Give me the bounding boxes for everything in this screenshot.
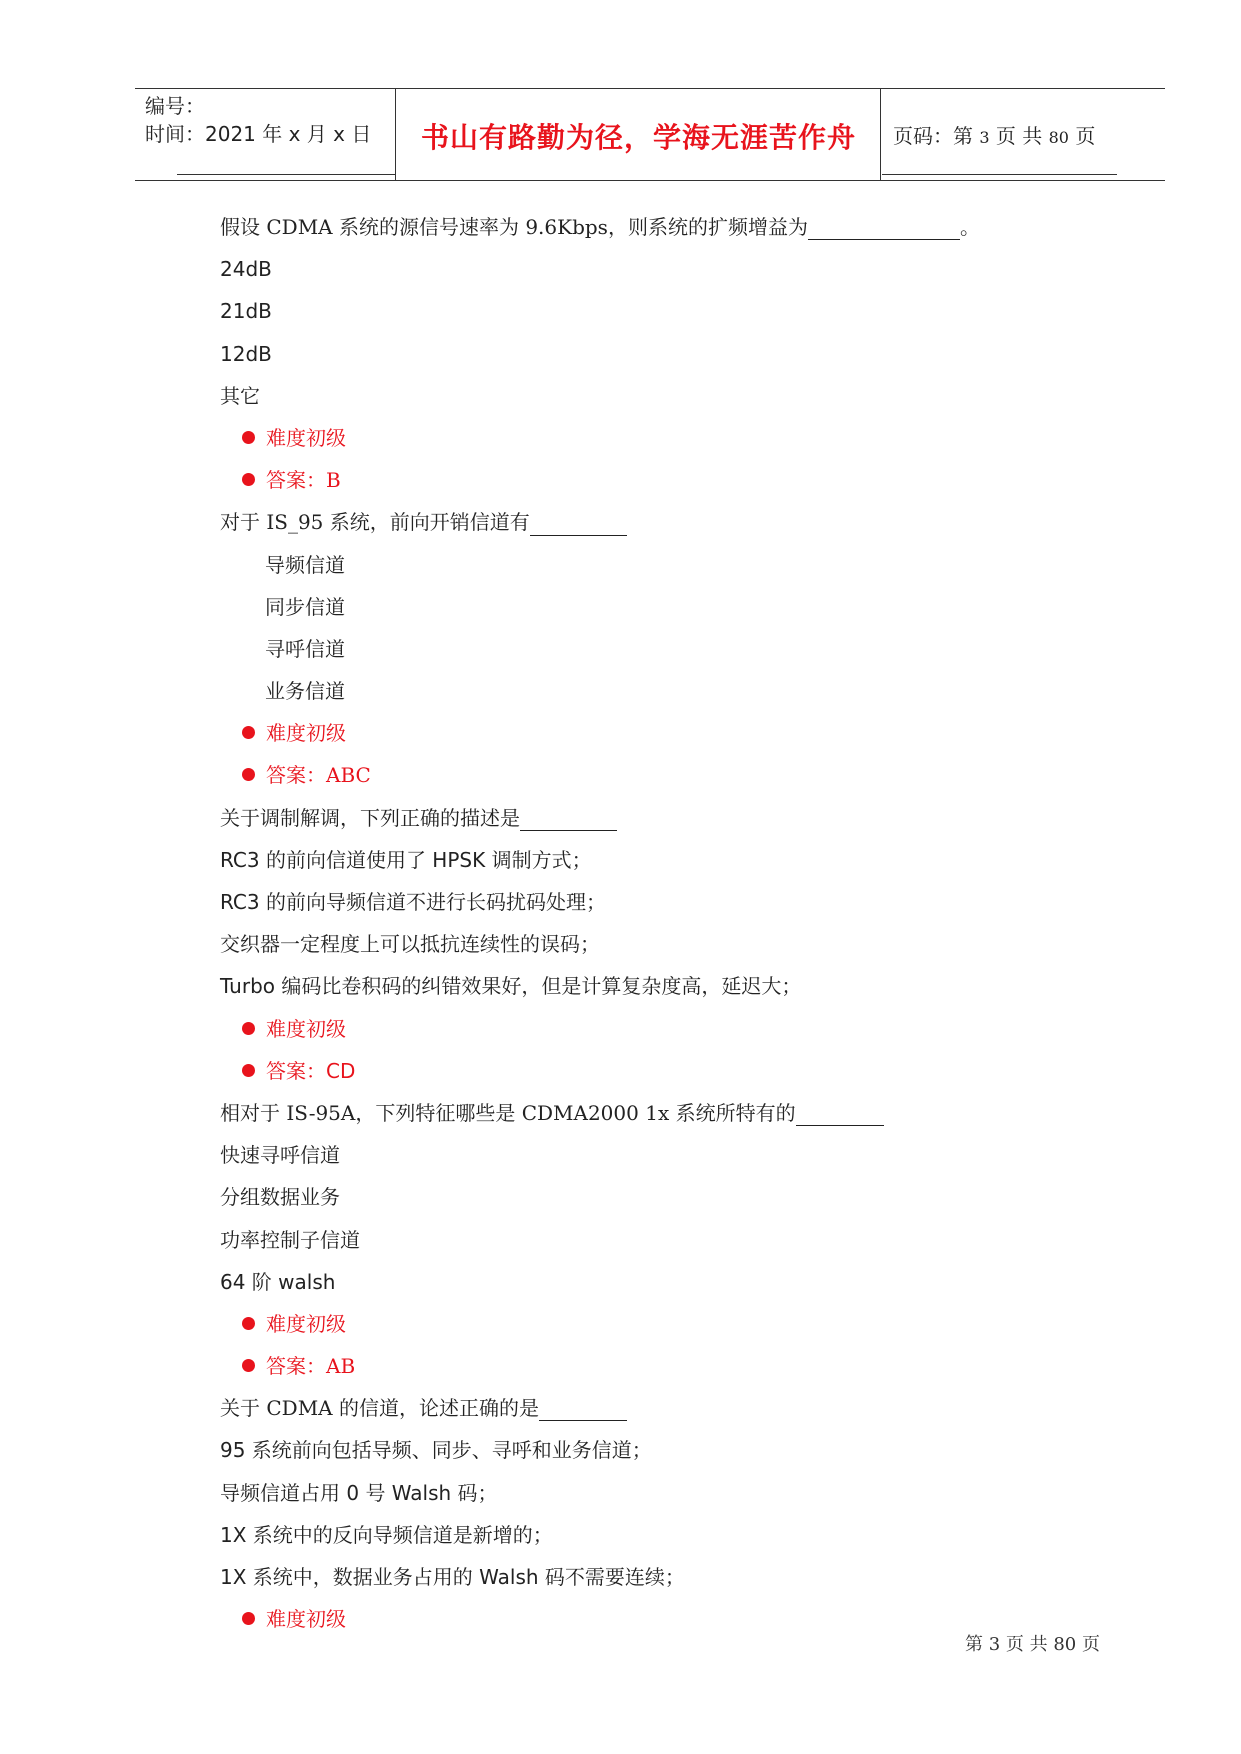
question-stem [220, 501, 1120, 543]
header-page-number [893, 120, 1095, 149]
option: RC3 的前向导频信道不进行长码扰码处理； [220, 890, 606, 914]
answer-text: 答案：ABC [266, 763, 371, 788]
option: 交织器一定程度上可以抵抗连续性的误码； [220, 932, 600, 957]
stem-text: 假设 CDMA 系统的源信号速率为 9.6Kbps，则系统的扩频增益为 [220, 215, 808, 239]
option: 95 系统前向包括导频、同步、寻呼和业务信道； [220, 1438, 652, 1463]
header-motto: 书山有路勤为径，学海无涯苦作舟 [420, 121, 856, 154]
answer-blank [530, 513, 627, 536]
option: 快速寻呼信道 [220, 1143, 340, 1168]
stem-text: 对于 IS_95 系统，前向开销信道有 [220, 510, 530, 535]
difficulty-item [220, 712, 1120, 754]
difficulty-item [220, 417, 1120, 459]
option: 其它 [220, 383, 260, 408]
option: 导频信道占用 0 号 Walsh 码； [220, 1480, 498, 1505]
difficulty-item [220, 1008, 1120, 1050]
option: 分组数据业务 [220, 1185, 340, 1210]
difficulty-text: 难度初级 [266, 1607, 346, 1632]
difficulty-text: 难度初级 [266, 1016, 346, 1041]
bullet-icon [242, 1359, 255, 1372]
question-list [220, 206, 1120, 1640]
answer-text: 答案：AB [266, 1354, 356, 1379]
header-meta [145, 92, 371, 148]
bullet-icon [242, 768, 255, 781]
option: 1X 系统中的反向导频信道是新增的； [220, 1522, 553, 1547]
answer-blank [520, 808, 617, 831]
answer-blank [796, 1103, 884, 1126]
stem-text: 关于 CDMA 的信道，论述正确的是 [220, 1396, 539, 1421]
header-underline [882, 174, 1117, 175]
page-prefix: 页码：第 [893, 124, 973, 148]
answer-text: 答案：B [266, 468, 341, 493]
answer-text: 答案：CD [266, 1058, 356, 1083]
question-stem [220, 797, 1120, 839]
difficulty-text: 难度初级 [266, 721, 346, 746]
option: 64 阶 walsh [220, 1269, 336, 1294]
option: 21dB [220, 299, 272, 324]
option: 12dB [220, 341, 272, 366]
question-stem [220, 206, 1120, 248]
question-stem [220, 1387, 1120, 1429]
bullet-icon [242, 1612, 255, 1625]
header-bottom-rule [135, 180, 1165, 181]
answer-blank [808, 217, 960, 240]
stem-end: 。 [959, 215, 980, 239]
header-divider [880, 88, 881, 180]
answer-blank [539, 1398, 627, 1421]
page-header [135, 88, 1165, 182]
bullet-icon [242, 431, 255, 444]
header-top-rule [135, 88, 1165, 89]
page-mid: 页 共 [995, 124, 1043, 148]
stem-text: 相对于 IS-95A，下列特征哪些是 CDMA2000 1x 系统所特有的 [220, 1100, 796, 1125]
option: 寻呼信道 [265, 636, 345, 661]
option: 同步信道 [265, 594, 345, 619]
answer-item [220, 754, 1120, 796]
option: 1X 系统中，数据业务占用的 Walsh 码不需要连续； [220, 1565, 685, 1589]
difficulty-text: 难度初级 [266, 425, 346, 450]
header-underline [177, 174, 395, 175]
bullet-icon [242, 473, 255, 486]
time-label: 时间：2021 年 x 月 x 日 [145, 122, 372, 146]
answer-item [220, 1050, 1120, 1092]
page-total: 80 [1048, 128, 1069, 147]
option: Turbo 编码比卷积码的纠错效果好，但是计算复杂度高，延迟大； [220, 974, 802, 999]
question-stem [220, 1092, 1120, 1134]
page-suffix: 页 [1075, 124, 1096, 148]
difficulty-item [220, 1303, 1120, 1345]
option: 导频信道 [265, 552, 345, 577]
stem-text: 关于调制解调，下列正确的描述是 [220, 805, 520, 830]
number-label: 编号： [145, 94, 205, 118]
bullet-icon [242, 1317, 255, 1330]
page-num: 3 [979, 128, 990, 147]
bullet-icon [242, 726, 255, 739]
option: 功率控制子信道 [220, 1227, 360, 1252]
page-footer: 第 3 页 共 80 页 [965, 1634, 1100, 1655]
answer-item [220, 459, 1120, 501]
difficulty-text: 难度初级 [266, 1311, 346, 1336]
option: 24dB [220, 257, 272, 282]
bullet-icon [242, 1064, 255, 1077]
option: 业务信道 [265, 679, 345, 704]
option: RC3 的前向信道使用了 HPSK 调制方式； [220, 847, 592, 872]
header-divider [395, 88, 396, 180]
bullet-icon [242, 1022, 255, 1035]
answer-item [220, 1345, 1120, 1387]
